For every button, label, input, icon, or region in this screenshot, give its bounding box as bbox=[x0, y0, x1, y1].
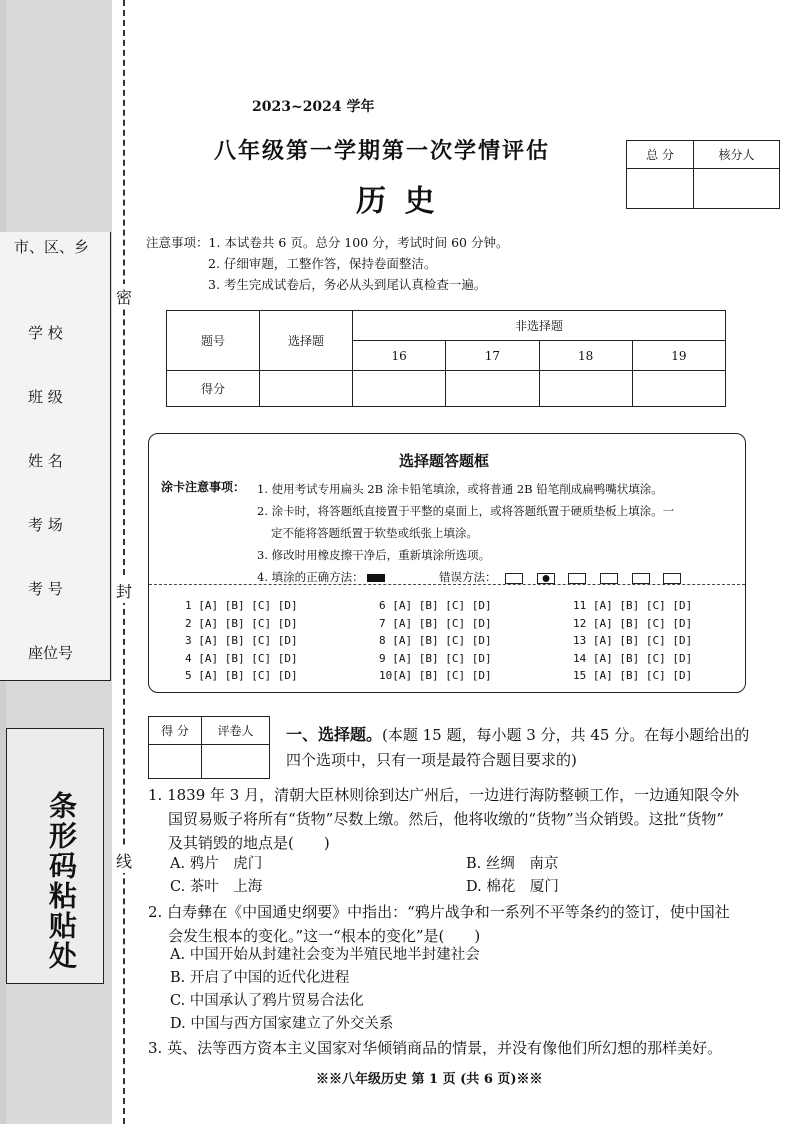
field-label: 姓 名 bbox=[28, 452, 63, 470]
q1-option-c[interactable]: C. 茶叶 上海 bbox=[170, 879, 263, 895]
non-choice-header: 非选择题 bbox=[353, 311, 726, 341]
q1-option-a[interactable]: A. 鸦片 虎门 bbox=[170, 856, 263, 872]
checker-label: 核分人 bbox=[693, 141, 779, 169]
question-1 bbox=[148, 783, 760, 855]
check-mark-icon bbox=[505, 573, 523, 584]
question-text: 及其销毁的地点是( ) bbox=[168, 834, 330, 852]
barcode-area bbox=[6, 728, 104, 984]
answer-frame bbox=[148, 433, 746, 693]
checker-cell[interactable] bbox=[693, 169, 779, 209]
answer-row[interactable]: 8 [A] [B] [C] [D] bbox=[379, 634, 492, 647]
q2-option-d[interactable]: D. 中国与西方国家建立了外交关系 bbox=[170, 1016, 394, 1032]
barcode-label: 条形码粘贴处 bbox=[45, 791, 78, 971]
tihao-header: 题号 bbox=[167, 311, 260, 371]
total-score-label: 总 分 bbox=[627, 141, 694, 169]
q1-option-d[interactable]: D. 棉花 厦门 bbox=[466, 879, 559, 895]
col-16: 16 bbox=[353, 341, 446, 371]
dot-mark-icon bbox=[537, 573, 555, 584]
field-label: 班 级 bbox=[28, 388, 63, 406]
answer-row[interactable]: 10[A] [B] [C] [D] bbox=[379, 669, 492, 682]
answer-row[interactable]: 6 [A] [B] [C] [D] bbox=[379, 599, 492, 612]
school-year: 2023~2024 学年 bbox=[252, 99, 375, 115]
score-cell[interactable] bbox=[353, 371, 446, 407]
field-label: 座位号 bbox=[28, 644, 74, 662]
filled-mark-icon bbox=[367, 574, 385, 582]
question-2 bbox=[148, 900, 760, 948]
question-3 bbox=[148, 1036, 760, 1060]
col-18: 18 bbox=[539, 341, 632, 371]
subject-title: 历 史 bbox=[356, 184, 439, 219]
col-19: 19 bbox=[632, 341, 725, 371]
score-cell[interactable] bbox=[539, 371, 632, 407]
section-grader-cell[interactable] bbox=[201, 745, 269, 779]
answer-row[interactable]: 15 [A] [B] [C] [D] bbox=[573, 669, 693, 682]
field-label: 市、区、乡 bbox=[14, 238, 90, 256]
score-cell[interactable] bbox=[260, 371, 353, 407]
answer-row[interactable]: 5 [A] [B] [C] [D] bbox=[185, 669, 298, 682]
rule-2: 2. 涂卡时，将答题纸直接置于平整的桌面上，或将答题纸置于硬质垫板上填涂。一 bbox=[257, 504, 675, 518]
answer-row[interactable]: 3 [A] [B] [C] [D] bbox=[185, 634, 298, 647]
exam-title: 八年级第一学期第一次学情评估 bbox=[214, 138, 551, 164]
slash-mark-icon bbox=[663, 573, 681, 584]
question-text: 1. 1839 年 3 月，清朝大臣林则徐到达广州后，一边进行海防整顿工作，一边通知限令外 bbox=[148, 786, 740, 804]
answer-row[interactable]: 14 [A] [B] [C] [D] bbox=[573, 651, 693, 665]
question-text: 国贸易贩子将所有“货物”尽数上缴。然后，他将收缴的“货物”当众销毁。这批“货物” bbox=[168, 810, 725, 828]
q2-option-a[interactable]: A. 中国开始从封建社会变为半殖民地半封建社会 bbox=[170, 947, 480, 963]
question-text: 3. 英、法等西方资本主义国家对华倾销商品的情景，并没有像他们所幻想的那样美好。 bbox=[148, 1039, 723, 1057]
answer-frame-title: 选择题答题框 bbox=[399, 452, 490, 470]
total-score-box bbox=[626, 140, 780, 209]
section-1-desc: (本题 15 题，每小题 3 分，共 45 分。在每小题给出的 bbox=[382, 726, 750, 744]
section-grader-label: 评卷人 bbox=[201, 717, 269, 745]
rule-2b: 定不能将答题纸置于软垫或纸张上填涂。 bbox=[271, 526, 478, 540]
circle-mark-icon bbox=[632, 573, 650, 584]
seal-line bbox=[123, 0, 125, 1124]
q2-option-c[interactable]: C. 中国承认了鸦片贸易合法化 bbox=[170, 993, 364, 1009]
question-text: 会发生根本的变化。”这一“根本的变化”是( ) bbox=[168, 927, 481, 945]
rule-1: 1. 使用考试专用扁头 2B 涂卡铅笔填涂，或将普通 2B 铅笔削成扁鸭嘴状填涂。 bbox=[257, 482, 663, 496]
page-footer: ※※八年级历史 第 1 页 (共 6 页)※※ bbox=[316, 1072, 543, 1087]
field-school[interactable] bbox=[0, 296, 111, 361]
field-label: 考 场 bbox=[28, 516, 63, 534]
field-label: 考 号 bbox=[28, 580, 63, 598]
correct-method-label: 4. 填涂的正确方法： bbox=[257, 570, 364, 584]
answer-row[interactable]: 2 [A] [B] [C] [D] bbox=[185, 616, 298, 630]
note-3: 3. 考生完成试卷后，务必从头到尾认真检查一遍。 bbox=[208, 277, 487, 292]
answer-row[interactable]: 1 [A] [B] [C] [D] bbox=[185, 599, 298, 612]
frame-divider bbox=[149, 584, 745, 585]
answer-row[interactable]: 12 [A] [B] [C] [D] bbox=[573, 616, 693, 630]
q1-option-b[interactable]: B. 丝绸 南京 bbox=[466, 856, 559, 872]
bubbles-col-2 bbox=[379, 597, 492, 685]
note-2: 2. 仔细审题，工整作答，保持卷面整洁。 bbox=[208, 256, 437, 271]
field-exam-number[interactable] bbox=[0, 552, 111, 617]
section-1-desc-2: 四个选项中，只有一项是最符合题目要求的) bbox=[286, 751, 577, 769]
field-district[interactable] bbox=[0, 232, 111, 297]
field-label: 学 校 bbox=[28, 324, 63, 342]
notes-label: 注意事项： bbox=[146, 235, 209, 250]
note-1: 1. 本试卷共 6 页。总分 100 分，考试时间 60 分钟。 bbox=[208, 235, 509, 250]
card-rules bbox=[257, 478, 743, 588]
section-defen-label: 得 分 bbox=[149, 717, 202, 745]
notes bbox=[146, 232, 508, 295]
wrong-method-label: 错误方法： bbox=[438, 570, 497, 584]
total-score-cell[interactable] bbox=[627, 169, 694, 209]
section-score-box bbox=[148, 716, 270, 779]
choice-header: 选择题 bbox=[260, 311, 353, 371]
section-1-title: 一、选择题。 bbox=[286, 725, 383, 744]
field-name[interactable] bbox=[0, 424, 111, 489]
rule-3: 3. 修改时用橡皮擦干净后，重新填涂所选项。 bbox=[257, 548, 491, 562]
answer-row[interactable]: 11 [A] [B] [C] [D] bbox=[573, 599, 693, 612]
seal-mi: 密 bbox=[116, 284, 132, 309]
q2-option-b[interactable]: B. 开启了中国的近代化进程 bbox=[170, 970, 350, 986]
score-cell[interactable] bbox=[446, 371, 539, 407]
field-seat-number[interactable] bbox=[0, 616, 111, 681]
seal-feng: 封 bbox=[116, 578, 132, 603]
question-text: 2. 白寿彝在《中国通史纲要》中指出：“鸦片战争和一系列不平等条约的签订，使中国社 bbox=[148, 903, 730, 921]
section-1-header bbox=[286, 722, 756, 773]
answer-row[interactable]: 13 [A] [B] [C] [D] bbox=[573, 634, 693, 647]
answer-row[interactable]: 7 [A] [B] [C] [D] bbox=[379, 616, 492, 630]
bubbles-col-3 bbox=[573, 597, 692, 685]
score-table bbox=[166, 310, 726, 407]
answer-row[interactable]: 9 [A] [B] [C] [D] bbox=[379, 651, 492, 665]
defen-label: 得分 bbox=[167, 371, 260, 407]
field-exam-room[interactable] bbox=[0, 488, 111, 553]
card-notes-label: 涂卡注意事项： bbox=[161, 480, 246, 494]
answer-row[interactable]: 4 [A] [B] [C] [D] bbox=[185, 651, 298, 665]
section-score-cell[interactable] bbox=[149, 745, 202, 779]
col-17: 17 bbox=[446, 341, 539, 371]
bubbles-col-1 bbox=[185, 597, 298, 685]
field-class[interactable] bbox=[0, 360, 111, 425]
seal-xian: 线 bbox=[116, 848, 132, 873]
dash-mark-icon bbox=[600, 573, 618, 584]
score-cell[interactable] bbox=[632, 371, 725, 407]
cross-mark-icon bbox=[568, 573, 586, 584]
